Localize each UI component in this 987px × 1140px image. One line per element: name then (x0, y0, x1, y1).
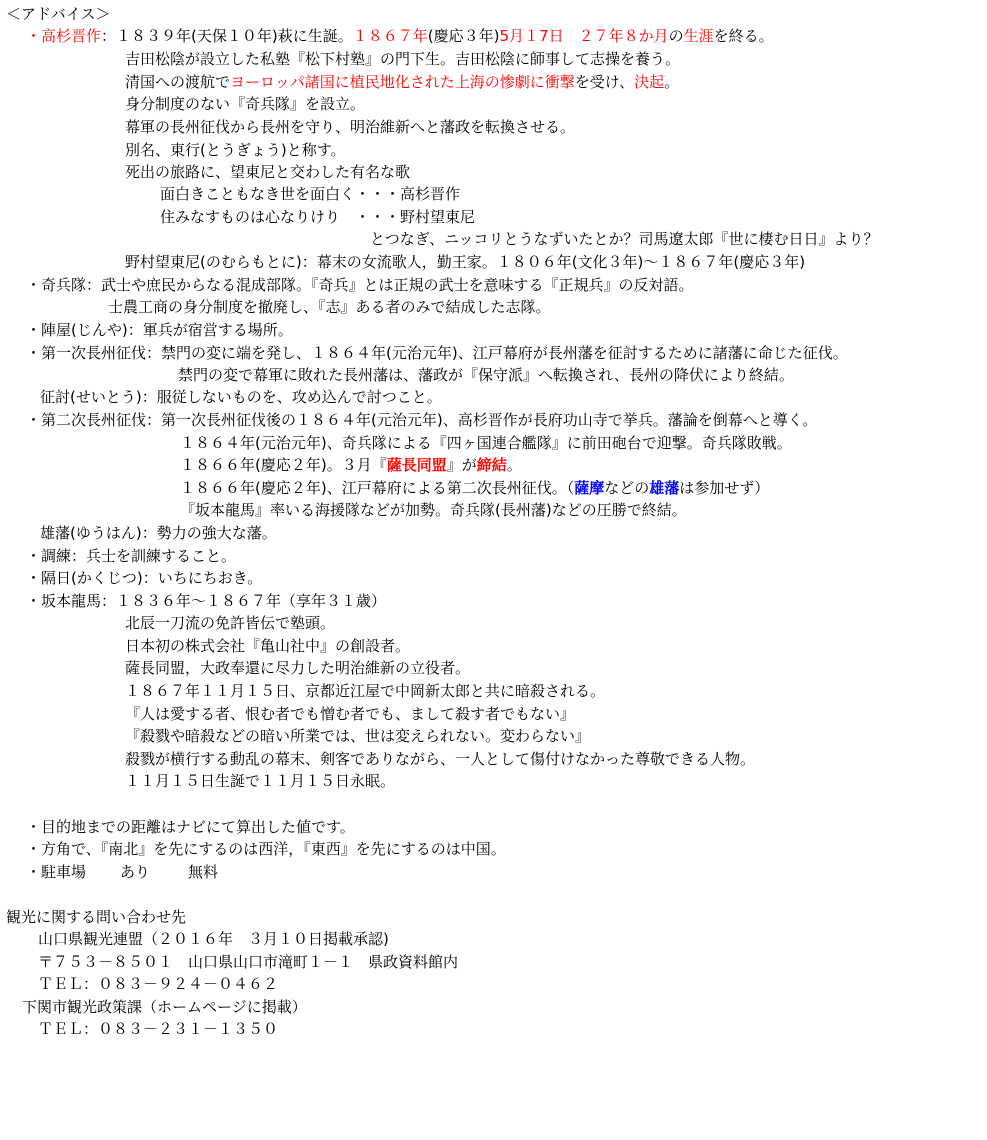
kiheitai-line-1: ・奇兵隊：武士や庶民からなる混成部隊。『奇兵』とは正規の武士を意味する『正規兵』の反対語。 (26, 276, 694, 294)
poem-line-1: 面白きこともなき世を面白く・・・高杉晋作 (160, 185, 461, 203)
parking-available: あり (120, 863, 151, 881)
first-seibatsu-line-1: ・第一次長州征伐：禁門の変に端を発し、１８６４年(元治元年)、江戸幕府が長州藩を征討するために諸藩に命じた征伐。 (26, 344, 848, 362)
yuuhan-highlight: 雄藩 (649, 479, 680, 497)
second-seibatsu-line-4: １８６６年(慶応２年)、江戸幕府による第二次長州征伐。（薩摩などの雄藩は参加せず） (180, 479, 770, 497)
second-seibatsu-line-5: 『坂本龍馬』率いる海援隊などが加勢。奇兵隊(長州藩)などの圧勝で終結。 (180, 501, 687, 519)
jinya-line: ・陣屋(じんや)：軍兵が宿営する場所。 (26, 321, 293, 339)
takasugi-line-1: ・高杉晋作：１８３９年(天保１０年)萩に生誕。１８６７年(慶応３年)5月１7日 ２７年８か月の生涯を終る。 (26, 27, 774, 45)
shimonoseki-name: 下関市観光政策課（ホームページに掲載） (22, 998, 307, 1016)
nomura-note: 野村望東尼(のむらもとに)：幕末の女流歌人，勤王家。１８０６年(文化３年)～１８６７年(慶応３年) (125, 253, 806, 271)
second-seibatsu-line-3: １８６６年(慶応２年)。３月『薩長同盟』が締結。 (180, 456, 522, 474)
death-year: １８６７年 (352, 27, 428, 45)
second-seibatsu-line-2: １８６４年(元治元年)、奇兵隊による『四ヶ国連合艦隊』に前田砲台で迎撃。奇兵隊敗戦。 (180, 434, 792, 452)
kiheitai-line-2: 士農工商の身分制度を撤廃し、『志』ある者のみで結成した志隊。 (108, 298, 551, 316)
seitou-line: 征討(せいとう)：服従しないものを、攻め込んで討つこと。 (40, 388, 442, 406)
teiketsu: 締結 (476, 456, 507, 474)
ryoma-line-6: 『人は愛する者、恨む者でも憎む者でも、まして殺す者でもない』 (125, 705, 576, 723)
parking-line (26, 861, 218, 884)
ryoma-line-4: 薩長同盟，大政奉還に尽力した明治維新の立役者。 (125, 659, 471, 677)
yamaguchi-tel: ＴＥＬ：０８３－９２４－０４６２ (38, 975, 279, 993)
death-date: 5月１7日 ２７年８か月 (499, 27, 669, 45)
ryoma-line-3: 日本初の株式会社『亀山社中』の創設者。 (125, 637, 411, 655)
parking-label: ・駐車場 (26, 863, 87, 881)
ryoma-line-1: ・坂本龍馬：１８３６年～１８６７年（享年３１歳） (26, 592, 387, 610)
ryoma-line-2: 北辰一刀流の免許皆伝で塾頭。 (125, 614, 336, 632)
distance-note: ・目的地までの距離はナビにて算出した値です。 (26, 818, 355, 836)
yamaguchi-name: 山口県観光連盟（２０１６年 ３月１０日掲載承認) (38, 930, 389, 948)
yuuhan-line: 雄藩(ゆうはん)：勢力の強大な藩。 (40, 524, 277, 542)
second-seibatsu-line-1: ・第二次長州征伐：第一次長州征伐後の１８６４年(元治元年)、高杉晋作が長府功山寺で挙兵。藩論を倒幕へと導く。 (26, 411, 818, 429)
takasugi-name: ・高杉晋作 (26, 27, 102, 45)
poem-line-2: 住みなすものは心なりけり ・・・野村望東尼 (160, 208, 476, 226)
poem-note: とつなぎ、ニッコリとうなずいたとか？司馬遼太郎『世に棲む日日』より？ (370, 230, 879, 248)
takasugi-line-3: 清国への渡航でヨーロッパ諸国に植民地化された上海の惨劇に衝撃を受け、決起。 (125, 73, 680, 91)
satsuma: 薩摩 (574, 479, 605, 497)
shimonoseki-tel: ＴＥＬ：０８３－２３１－１３５０ (38, 1020, 279, 1038)
shougai: 生涯 (683, 27, 714, 45)
ryoma-line-5: １８６７年１１月１５日、京都近江屋で中岡新太郎と共に暗殺される。 (125, 682, 606, 700)
kakujitsu-line: ・隔日(かくじつ)：いちにちおき。 (26, 569, 263, 587)
first-seibatsu-line-2: 禁門の変で幕軍に敗れた長州藩は、藩政が『保守派』へ転換され、長州の降伏により終結。 (178, 366, 794, 384)
satcho-alliance: 薩長同盟 (386, 456, 447, 474)
direction-note: ・方角で、『南北』を先にするのは西洋，『東西』を先にするのは中国。 (26, 840, 506, 858)
takasugi-line-7: 死出の旅路に、望東尼と交わした有名な歌 (125, 163, 411, 181)
takasugi-line-6: 別名、東行(とうぎょう)と称す。 (125, 141, 346, 159)
parking-fee: 無料 (188, 863, 219, 881)
contact-title: 観光に関する問い合わせ先 (6, 908, 187, 926)
yamaguchi-address: 〒７５３－８５０１ 山口県山口市滝町１－１ 県政資料館内 (38, 953, 459, 971)
ryoma-line-7: 『殺戮や暗殺などの暗い所業では、世は変えられない。変わらない』 (125, 727, 591, 745)
takasugi-line-4: 身分制度のない『奇兵隊』を設立。 (125, 95, 366, 113)
shanghai-shock: ヨーロッパ諸国に植民地化された上海の惨劇に衝撃 (230, 73, 575, 91)
ryoma-line-9: １１月１５日生誕で１１月１５日永眠。 (125, 772, 396, 790)
takasugi-line-2: 吉田松陰が設立した私塾『松下村塾』の門下生。吉田松陰に師事して志操を養う。 (125, 50, 681, 68)
takasugi-line-5: 幕軍の長州征伐から長州を守り、明治維新へと藩政を転換させる。 (125, 118, 576, 136)
kunren-line: ・調練：兵士を訓練すること。 (26, 547, 237, 565)
kekki: 決起 (634, 73, 665, 91)
ryoma-line-8: 殺戮が横行する動乱の幕末、剣客でありながら、一人として傷付けなかった尊敬できる人物。 (125, 750, 756, 768)
advice-header: ＜アドバイス＞ (6, 5, 111, 23)
